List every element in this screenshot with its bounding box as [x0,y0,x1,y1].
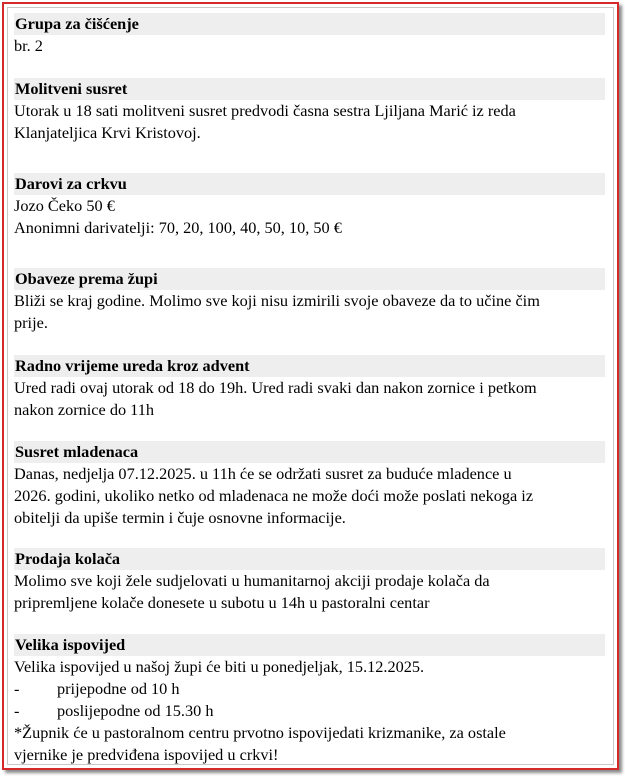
section-heading-confession: Velika ispovijed [14,634,605,656]
section-heading-prayer-meeting: Molitveni susret [14,78,605,100]
list-dash: - [14,701,20,720]
section-text: Velika ispovijed u našoj župi će biti u ponedjeljak, 15.12.2025. [14,657,425,676]
confession-time-afternoon: poslijepodne od 15.30 h [57,701,214,720]
section-text: Anonimni darivatelji: 70, 20, 100, 40, 50, 10, 50 € [14,218,342,237]
section-heading-parish-obligations: Obaveze prema župi [14,268,605,290]
section-heading-office-hours: Radno vrijeme ureda kroz advent [14,355,605,377]
section-text: Jozo Čeko 50 € [14,196,115,215]
section-text: pripremljene kolače donesete u subotu u 14h u pastoralni centar [14,593,430,612]
confession-time-morning: prijepodne od 10 h [57,679,180,698]
section-text: 2026. godini, ukoliko netko od mladenaca ne može doći može poslati nekoga iz [14,486,534,505]
section-heading-cleaning-group: Grupa za čišćenje [14,13,605,35]
section-heading-donations: Darovi za crkvu [14,173,605,195]
confession-note: *Župnik će u pastoralnom centru prvotno ispovijedati krizmanike, za ostale [14,723,506,742]
section-text: nakon zornice do 11h [14,400,155,419]
section-text: Ured radi ovaj utorak od 18 do 19h. Ured radi svaki dan nakon zornice i petkom [14,378,537,397]
notice-frame [2,2,619,770]
section-text: Utorak u 18 sati molitveni susret predvodi časna sestra Ljiljana Marić iz reda [14,101,516,120]
list-dash: - [14,679,20,698]
section-heading-engaged-couples: Susret mladenaca [14,441,605,463]
section-text: prije. [14,313,48,332]
section-text: Danas, nedjelja 07.12.2025. u 11h će se održati susret za buduće mladence u [14,464,512,483]
section-text: br. 2 [14,36,43,55]
section-text: Molimo sve koji žele sudjelovati u humanitarnoj akciji prodaje kolača da [14,571,490,590]
section-heading-cake-sale: Prodaja kolača [14,548,605,570]
section-text: Klanjateljica Krvi Kristovoj. [14,123,201,142]
section-text: obitelji da upiše termin i čuje osnovne informacije. [14,508,346,527]
section-text: Bliži se kraj godine. Molimo sve koji nisu izmirili svoje obaveze da to učine čim [14,291,540,310]
confession-note: vjernike je predviđena ispovijed u crkvi! [14,745,279,764]
